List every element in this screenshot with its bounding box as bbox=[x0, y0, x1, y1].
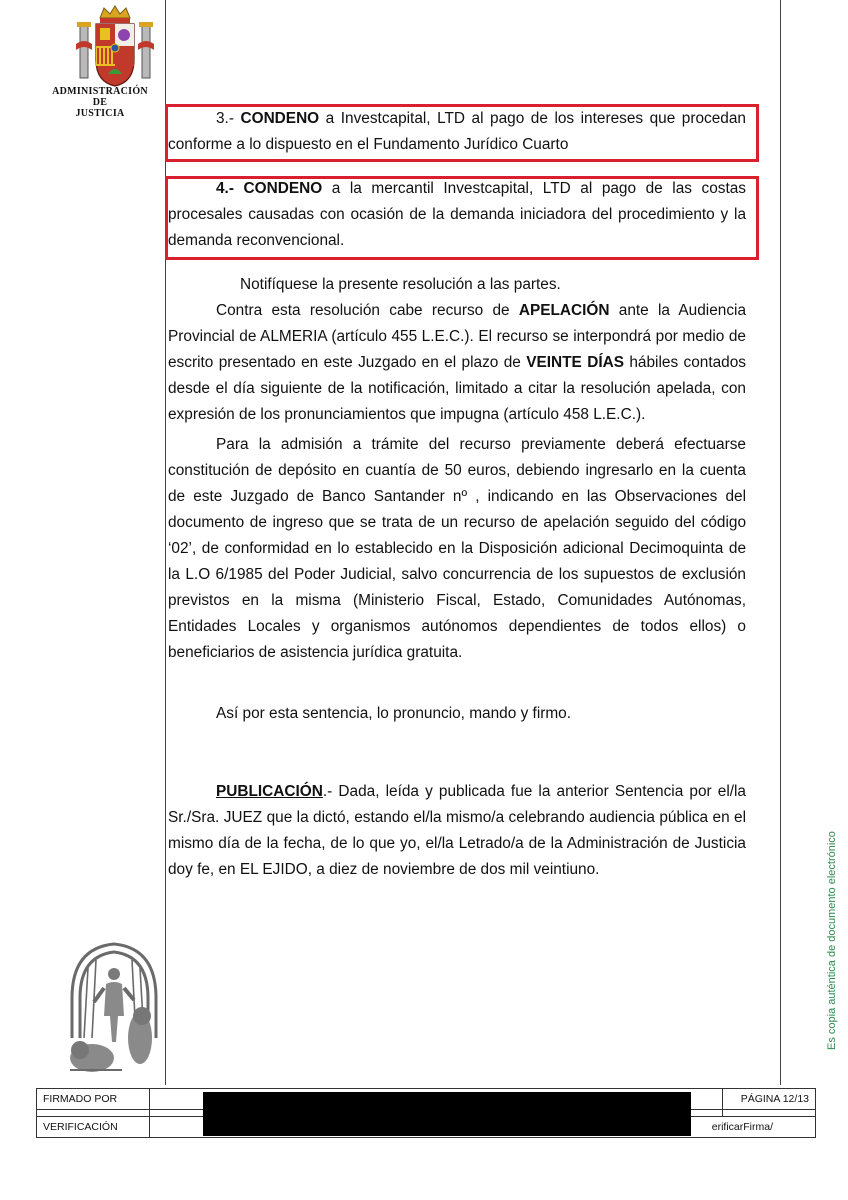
asi-text: Así por esta sentencia, lo pronuncio, mando y firmo. bbox=[216, 705, 572, 722]
authentic-copy-note: Es copia auténtica de documento electrónico bbox=[826, 831, 838, 1050]
spain-coat-of-arms-icon bbox=[72, 4, 158, 90]
admision-paragraph bbox=[168, 432, 746, 666]
paragraph-4 bbox=[168, 176, 746, 254]
rec-c: hábiles contados desde el día siguiente de la notificación, limitado a citar la resolución apelada, con expresión de los pronunciamientos que impugna (artículo 458 L.E.C.). bbox=[168, 354, 746, 423]
notification-paragraph bbox=[168, 272, 746, 298]
p3-bold: CONDENO bbox=[240, 110, 320, 127]
p4-number: 4.- bbox=[216, 180, 244, 197]
admin-line-2: DE bbox=[92, 97, 108, 108]
right-margin-rule bbox=[780, 0, 781, 1085]
admin-line-3: JUSTICIA bbox=[75, 108, 125, 119]
junta-andalucia-emblem-icon bbox=[62, 938, 166, 1082]
firmado-label: FIRMADO POR bbox=[37, 1089, 150, 1110]
verificacion-label: VERIFICACIÓN bbox=[37, 1117, 150, 1138]
notif-text: Notifíquese la presente resolución a las partes. bbox=[240, 276, 561, 293]
admision-text: Para la admisión a trámite del recurso previamente deberá efectuarse constitución de depósito en cuantía de 50 euros, debiendo ingresarlo en la cuenta de este Juzgado de Banco Santander nº , indicando en las Observaciones del documento de ingreso que se trata de un recurso de apelación seguido del código ‘02’, de conformidad en lo establecido en la Disposición adicional Decimoquinta de la L.O 6/1985 del Poder Judicial, salvo concurrencia de los supuestos de exclusión previstos en la misma (Ministerio Fiscal, Estado, Comunidades Autónomas, Entidades Locales y organismos autónomos dependientes de todos ellos) o beneficiarios de asistencia jurídica gratuita. bbox=[168, 436, 746, 661]
p4-bold: CONDENO bbox=[243, 180, 323, 197]
redaction-block bbox=[203, 1092, 691, 1136]
p3-lead: 3.- bbox=[216, 110, 241, 127]
left-margin-rule bbox=[165, 0, 166, 1085]
spacer-cell-3 bbox=[723, 1110, 816, 1117]
rec-b: ante la Audiencia Provincial de ALMERIA (artículo 455 L.E.C.). El recurso se interpondrá por medio de escrito presentado en este Juzgado en el plazo de bbox=[168, 302, 747, 371]
paragraph-3 bbox=[168, 106, 746, 158]
verificacion-value[interactable]: erificarFirma/ bbox=[150, 1117, 816, 1138]
p4-rest: a la mercantil Investcapital, LTD al pago de las costas procesales causadas con ocasión de la demanda iniciadora del procedimiento y la demanda reconvencional. bbox=[168, 180, 746, 249]
spacer-cell-1 bbox=[37, 1110, 150, 1117]
recurso-paragraph bbox=[168, 298, 746, 428]
pub-bold: PUBLICACIÓN bbox=[216, 783, 323, 800]
rec-apelacion: APELACIÓN bbox=[518, 302, 610, 319]
pub-rest: .- Dada, leída y publicada fue la anterior Sentencia por el/la Sr./Sra. JUEZ que la dictó, estando el/la mismo/a celebrando audiencia pública en el mismo día de la fecha, de lo que yo, el/la Letrado/a de la Administración de Justicia doy fe, en EL EJIDO, a diez de noviembre de dos mil veintiuno. bbox=[168, 783, 746, 878]
rec-veinte-dias: VEINTE DÍAS bbox=[526, 354, 624, 371]
publicacion-paragraph bbox=[168, 779, 746, 883]
asi-paragraph bbox=[168, 701, 746, 727]
rec-a: Contra esta resolución cabe recurso de bbox=[216, 302, 519, 319]
p3-rest: a Investcapital, LTD al pago de los intereses que procedan conforme a lo dispuesto en el Fundamento Jurídico Cuarto bbox=[168, 110, 746, 153]
pagina-label: PÁGINA 12/13 bbox=[723, 1089, 816, 1110]
administration-title bbox=[40, 86, 160, 119]
admin-line-1: ADMINISTRACIÓN bbox=[52, 86, 148, 97]
